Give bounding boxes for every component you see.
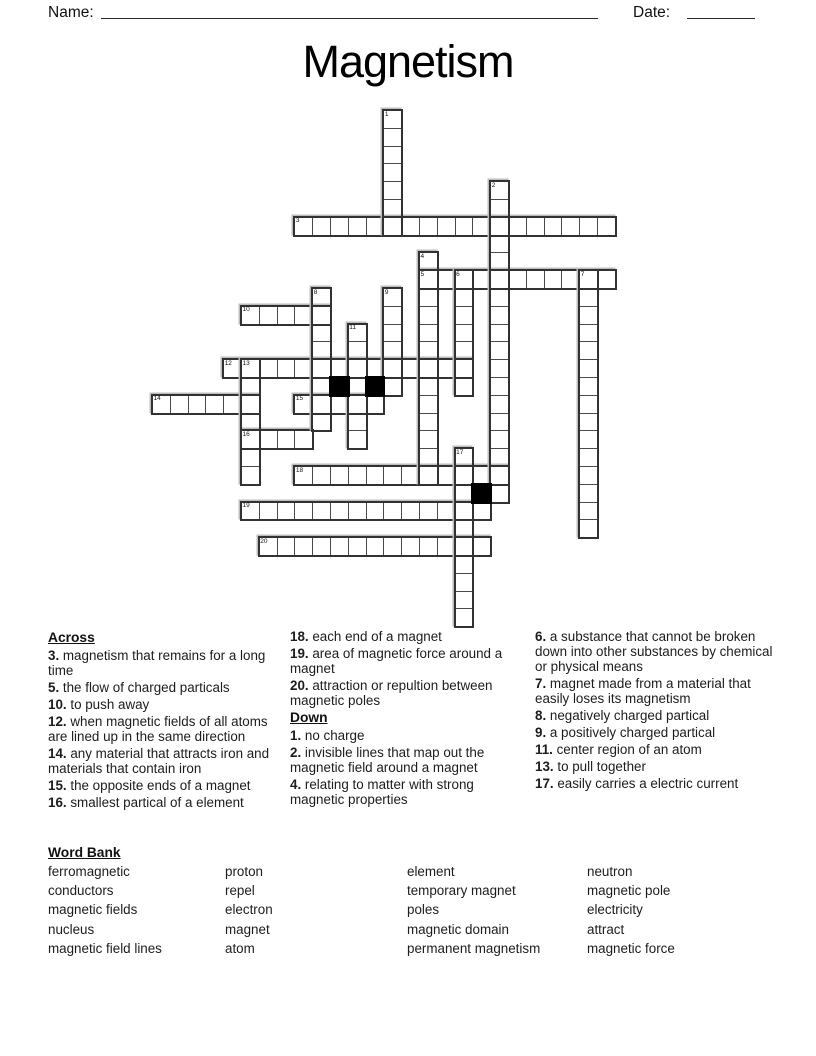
grid-cell — [455, 573, 474, 592]
grid-cell-number: 7 — [580, 270, 585, 278]
clue-number: 11. — [535, 742, 553, 757]
grid-cell — [419, 324, 438, 343]
grid-cell — [330, 537, 349, 556]
grid-cell — [294, 466, 313, 485]
word-bank-item: attract — [587, 921, 625, 937]
grid-cell — [205, 395, 224, 414]
grid-cell — [366, 537, 385, 556]
grid-cell — [419, 306, 438, 325]
grid-black-cell — [365, 376, 386, 397]
word-bank-item: magnetic field lines — [48, 940, 162, 956]
grid-cell — [259, 359, 278, 378]
grid-cell — [241, 448, 260, 467]
grid-cell — [383, 146, 402, 165]
grid-cell — [455, 608, 474, 627]
grid-cell — [366, 466, 385, 485]
clue-item-20: 20. attraction or repultion between magnetic poles — [290, 678, 493, 708]
grid-cell — [188, 395, 207, 414]
grid-cell — [490, 341, 509, 360]
grid-cell — [348, 395, 367, 414]
clue-item-4: 4. relating to matter with strong magnetic properties — [290, 777, 474, 807]
clue-number: 18. — [290, 629, 309, 644]
grid-cell — [437, 466, 456, 485]
grid-cell — [455, 306, 474, 325]
grid-cell-number: 9 — [384, 288, 389, 296]
grid-cell — [419, 502, 438, 521]
grid-cell — [277, 359, 296, 378]
grid-cell — [472, 537, 491, 556]
clue-item-19: 19. area of magnetic force around a magnet — [290, 646, 503, 676]
clue-number: 5. — [48, 680, 60, 695]
grid-cell — [437, 359, 456, 378]
grid-cell — [348, 413, 367, 432]
grid-cell — [561, 270, 580, 289]
grid-cell — [401, 502, 420, 521]
grid-cell-number: 4 — [420, 252, 425, 260]
grid-cell — [419, 377, 438, 396]
grid-cell — [419, 270, 438, 289]
grid-cell — [294, 502, 313, 521]
grid-cell — [383, 466, 402, 485]
grid-cell — [419, 252, 438, 271]
grid-cell — [455, 502, 474, 521]
grid-cell — [294, 306, 313, 325]
grid-cell — [419, 288, 438, 307]
clue-number: 19. — [290, 646, 309, 661]
grid-cell — [383, 110, 402, 129]
grid-cell — [241, 430, 260, 449]
clue-number: 14. — [48, 746, 67, 761]
word-bank-item: proton — [225, 864, 263, 879]
grid-cell-number: 16 — [242, 430, 250, 438]
grid-cell — [526, 217, 545, 236]
grid-cell — [579, 341, 598, 360]
grid-cell — [455, 324, 474, 343]
clue-number: 1. — [290, 728, 302, 743]
clue-item-13: 13. to pull together — [535, 759, 646, 774]
grid-cell — [348, 502, 367, 521]
grid-cell — [241, 395, 260, 414]
grid-cell — [490, 448, 509, 467]
grid-cell — [490, 324, 509, 343]
grid-cell — [277, 537, 296, 556]
clue-number: 15. — [48, 778, 67, 793]
grid-cell — [579, 502, 598, 521]
grid-cell — [579, 377, 598, 396]
grid-cell — [294, 430, 313, 449]
word-bank-item: conductors — [48, 883, 114, 899]
grid-cell — [277, 306, 296, 325]
clue-item-11: 11. center region of an atom — [535, 742, 702, 757]
grid-cell — [508, 217, 527, 236]
grid-cell — [579, 270, 598, 289]
grid-cell-number: 15 — [295, 395, 304, 403]
word-bank-column — [407, 862, 540, 958]
grid-cell — [419, 359, 438, 378]
grid-cell-number: 11 — [349, 324, 357, 332]
grid-cell — [383, 181, 402, 200]
clue-item-18: 18. each end of a magnet — [290, 629, 442, 644]
name-blank-line — [101, 3, 598, 19]
grid-cell — [259, 502, 278, 521]
grid-cell — [294, 359, 313, 378]
grid-cell — [455, 448, 474, 467]
grid-cell — [401, 466, 420, 485]
grid-cell — [579, 359, 598, 378]
word-bank-item: permanent magnetism — [407, 940, 541, 956]
grid-cell — [579, 395, 598, 414]
clue-item-10: 10. to push away — [48, 697, 150, 712]
clue-number: 2. — [290, 745, 302, 760]
clue-item-16: 16. smallest partical of a element — [48, 795, 244, 810]
word-bank-item: nucleus — [48, 921, 95, 937]
grid-cell — [490, 252, 509, 271]
clues-column-3 — [535, 629, 775, 793]
grid-cell — [490, 430, 509, 449]
grid-black-cell — [329, 376, 350, 397]
grid-cell — [152, 395, 171, 414]
clues-column-1 — [48, 629, 285, 812]
clue-item-5: 5. the flow of charged particals — [48, 680, 230, 695]
grid-cell — [508, 270, 527, 289]
grid-cell — [348, 430, 367, 449]
grid-cell — [526, 270, 545, 289]
grid-cell — [259, 306, 278, 325]
clue-number: 20. — [290, 678, 309, 693]
date-label: Date: — [633, 4, 671, 21]
grid-cell — [312, 306, 331, 325]
grid-cell — [419, 413, 438, 432]
grid-cell — [544, 270, 563, 289]
grid-cell — [259, 430, 278, 449]
grid-cell — [241, 466, 260, 485]
grid-cell — [223, 359, 242, 378]
grid-black-cell — [471, 483, 492, 504]
grid-cell — [490, 413, 509, 432]
grid-cell-number: 8 — [313, 288, 318, 296]
grid-cell — [294, 395, 313, 414]
clue-item-3: 3. magnetism that remains for a long time — [48, 648, 266, 678]
clue-item-7: 7. magnet made from a material that easily loses its magnetism — [535, 676, 751, 706]
grid-cell — [383, 359, 402, 378]
clue-number: 6. — [535, 629, 547, 644]
clues-section-heading: Across — [48, 630, 95, 645]
grid-cell — [348, 324, 367, 343]
grid-cell — [437, 537, 456, 556]
clue-number: 8. — [535, 708, 547, 723]
grid-cell — [241, 502, 260, 521]
grid-cell — [348, 537, 367, 556]
clue-item-14: 14. any material that attracts iron and materials that contain iron — [48, 746, 270, 776]
grid-cell — [312, 341, 331, 360]
grid-cell-number: 1 — [384, 110, 389, 118]
grid-cell — [241, 306, 260, 325]
clues-section-heading: Down — [290, 710, 328, 725]
grid-cell — [455, 288, 474, 307]
clue-item-1: 1. no charge — [290, 728, 365, 743]
grid-cell — [259, 537, 278, 556]
grid-cell — [490, 288, 509, 307]
grid-cell — [490, 359, 509, 378]
grid-cell — [490, 235, 509, 254]
grid-cell — [330, 395, 349, 414]
clue-item-15: 15. the opposite ends of a magnet — [48, 778, 251, 793]
grid-cell — [312, 288, 331, 307]
grid-cell — [241, 413, 260, 432]
grid-cell — [419, 448, 438, 467]
grid-cell — [312, 395, 331, 414]
word-bank-column — [587, 862, 675, 958]
grid-cell — [312, 217, 331, 236]
clue-number: 3. — [48, 648, 60, 663]
clue-item-6: 6. a substance that cannot be broken down into other substances by chemical or physical means — [535, 629, 773, 674]
clue-number: 12. — [48, 714, 67, 729]
grid-cell — [597, 270, 616, 289]
grid-cell — [312, 502, 331, 521]
grid-cell — [437, 270, 456, 289]
grid-cell — [455, 217, 474, 236]
grid-cell-number: 13 — [242, 359, 250, 367]
grid-cell — [401, 217, 420, 236]
clue-number: 9. — [535, 725, 547, 740]
grid-cell — [455, 359, 474, 378]
clue-number: 16. — [48, 795, 67, 810]
grid-cell — [490, 217, 509, 236]
grid-cell — [472, 270, 491, 289]
grid-cell — [561, 217, 580, 236]
grid-cell — [544, 217, 563, 236]
grid-cell — [401, 359, 420, 378]
grid-cell — [579, 466, 598, 485]
grid-cell — [579, 430, 598, 449]
page-title: Magnetism — [302, 36, 514, 87]
grid-cell — [579, 288, 598, 307]
word-bank-item: repel — [225, 883, 255, 899]
word-bank-item: electron — [225, 902, 273, 918]
grid-cell — [294, 217, 313, 236]
grid-cell — [383, 377, 402, 396]
grid-cell — [383, 163, 402, 182]
grid-cell — [455, 341, 474, 360]
name-label: Name: — [48, 4, 94, 21]
grid-cell — [579, 217, 598, 236]
word-bank-item: temporary magnet — [407, 883, 516, 899]
word-bank-item: neutron — [587, 864, 633, 879]
clue-number: 10. — [48, 697, 67, 712]
clue-number: 13. — [535, 759, 554, 774]
grid-cell — [419, 430, 438, 449]
clue-item-12: 12. when magnetic fields of all atoms are lined up in the same direction — [48, 714, 268, 744]
grid-cell — [455, 591, 474, 610]
clue-number: 4. — [290, 777, 302, 792]
grid-cell — [437, 217, 456, 236]
grid-cell — [330, 217, 349, 236]
word-bank-item: poles — [407, 902, 440, 918]
grid-cell — [312, 466, 331, 485]
grid-cell — [348, 217, 367, 236]
word-bank-item: ferromagnetic — [48, 864, 130, 879]
word-bank-item: magnetic force — [587, 940, 675, 956]
grid-cell — [490, 377, 509, 396]
grid-cell — [419, 537, 438, 556]
grid-cell — [223, 395, 242, 414]
grid-cell — [383, 128, 402, 147]
grid-cell — [330, 502, 349, 521]
grid-cell — [366, 395, 385, 414]
grid-cell — [401, 537, 420, 556]
date-blank-line — [687, 3, 755, 19]
word-bank-heading: Word Bank — [48, 845, 121, 860]
grid-cell — [383, 288, 402, 307]
grid-cell-number: 2 — [491, 181, 496, 189]
grid-cell — [419, 466, 438, 485]
grid-cell — [472, 502, 491, 521]
grid-cell — [277, 430, 296, 449]
grid-cell-number: 20 — [260, 537, 268, 545]
grid-cell — [579, 484, 598, 503]
grid-cell-number: 6 — [456, 270, 460, 278]
grid-cell — [383, 324, 402, 343]
clue-item-9: 9. a positively charged partical — [535, 725, 716, 740]
clue-number: 7. — [535, 676, 547, 691]
grid-cell — [455, 519, 474, 538]
word-bank-item: magnet — [225, 921, 270, 937]
grid-cell — [383, 341, 402, 360]
grid-cell-number: 12 — [224, 359, 232, 367]
grid-cell — [579, 448, 598, 467]
grid-cell — [312, 324, 331, 343]
grid-cell-number: 17 — [456, 448, 464, 456]
clues-column-2 — [290, 629, 522, 809]
word-bank-item: magnetic domain — [407, 921, 509, 937]
grid-cell-number: 19 — [242, 502, 250, 510]
grid-cell — [383, 502, 402, 521]
grid-cell — [170, 395, 189, 414]
grid-cell — [472, 217, 491, 236]
grid-cell — [366, 217, 385, 236]
grid-cell — [490, 199, 509, 218]
grid-cell — [490, 395, 509, 414]
grid-cell — [383, 217, 402, 236]
grid-cell — [490, 181, 509, 200]
grid-cell — [419, 395, 438, 414]
grid-cell — [597, 217, 616, 236]
grid-cell — [312, 537, 331, 556]
word-bank-item: magnetic fields — [48, 902, 138, 918]
grid-cell — [241, 359, 260, 378]
clue-item-2: 2. invisible lines that map out the magnetic field around a magnet — [290, 745, 485, 775]
grid-cell — [330, 466, 349, 485]
grid-cell-number: 3 — [295, 217, 300, 225]
grid-cell — [348, 341, 367, 360]
clue-item-17: 17. easily carries a electric current — [535, 776, 739, 791]
clue-number: 17. — [535, 776, 554, 791]
grid-cell-number: 18 — [295, 466, 304, 474]
grid-cell — [455, 270, 474, 289]
word-bank-item: electricity — [587, 902, 643, 918]
grid-cell — [579, 324, 598, 343]
grid-cell — [490, 270, 509, 289]
grid-cell-number: 14 — [153, 395, 161, 403]
grid-cell — [383, 537, 402, 556]
grid-cell — [490, 466, 509, 485]
grid-cell — [383, 306, 402, 325]
grid-cell — [579, 413, 598, 432]
grid-cell — [294, 537, 313, 556]
clue-item-8: 8. negatively charged partical — [535, 708, 710, 723]
grid-cell — [419, 217, 438, 236]
grid-cell — [366, 502, 385, 521]
grid-cell — [490, 306, 509, 325]
grid-cell — [241, 377, 260, 396]
grid-cell-number: 5 — [420, 270, 425, 278]
grid-cell — [579, 306, 598, 325]
grid-cell — [437, 502, 456, 521]
grid-cell — [490, 484, 509, 503]
grid-cell — [455, 377, 474, 396]
grid-cell — [579, 519, 598, 538]
word-bank-item: magnetic pole — [587, 883, 671, 899]
word-bank-column — [225, 862, 273, 958]
grid-cell — [312, 413, 331, 432]
word-bank-item: atom — [225, 940, 255, 956]
word-bank-column — [48, 862, 162, 958]
grid-cell — [455, 537, 474, 556]
grid-cell — [455, 555, 474, 574]
grid-cell — [277, 502, 296, 521]
grid-cell-number: 10 — [242, 306, 250, 314]
grid-cell — [348, 466, 367, 485]
word-bank-item: element — [407, 864, 455, 879]
grid-cell — [419, 341, 438, 360]
grid-cell — [383, 199, 402, 218]
